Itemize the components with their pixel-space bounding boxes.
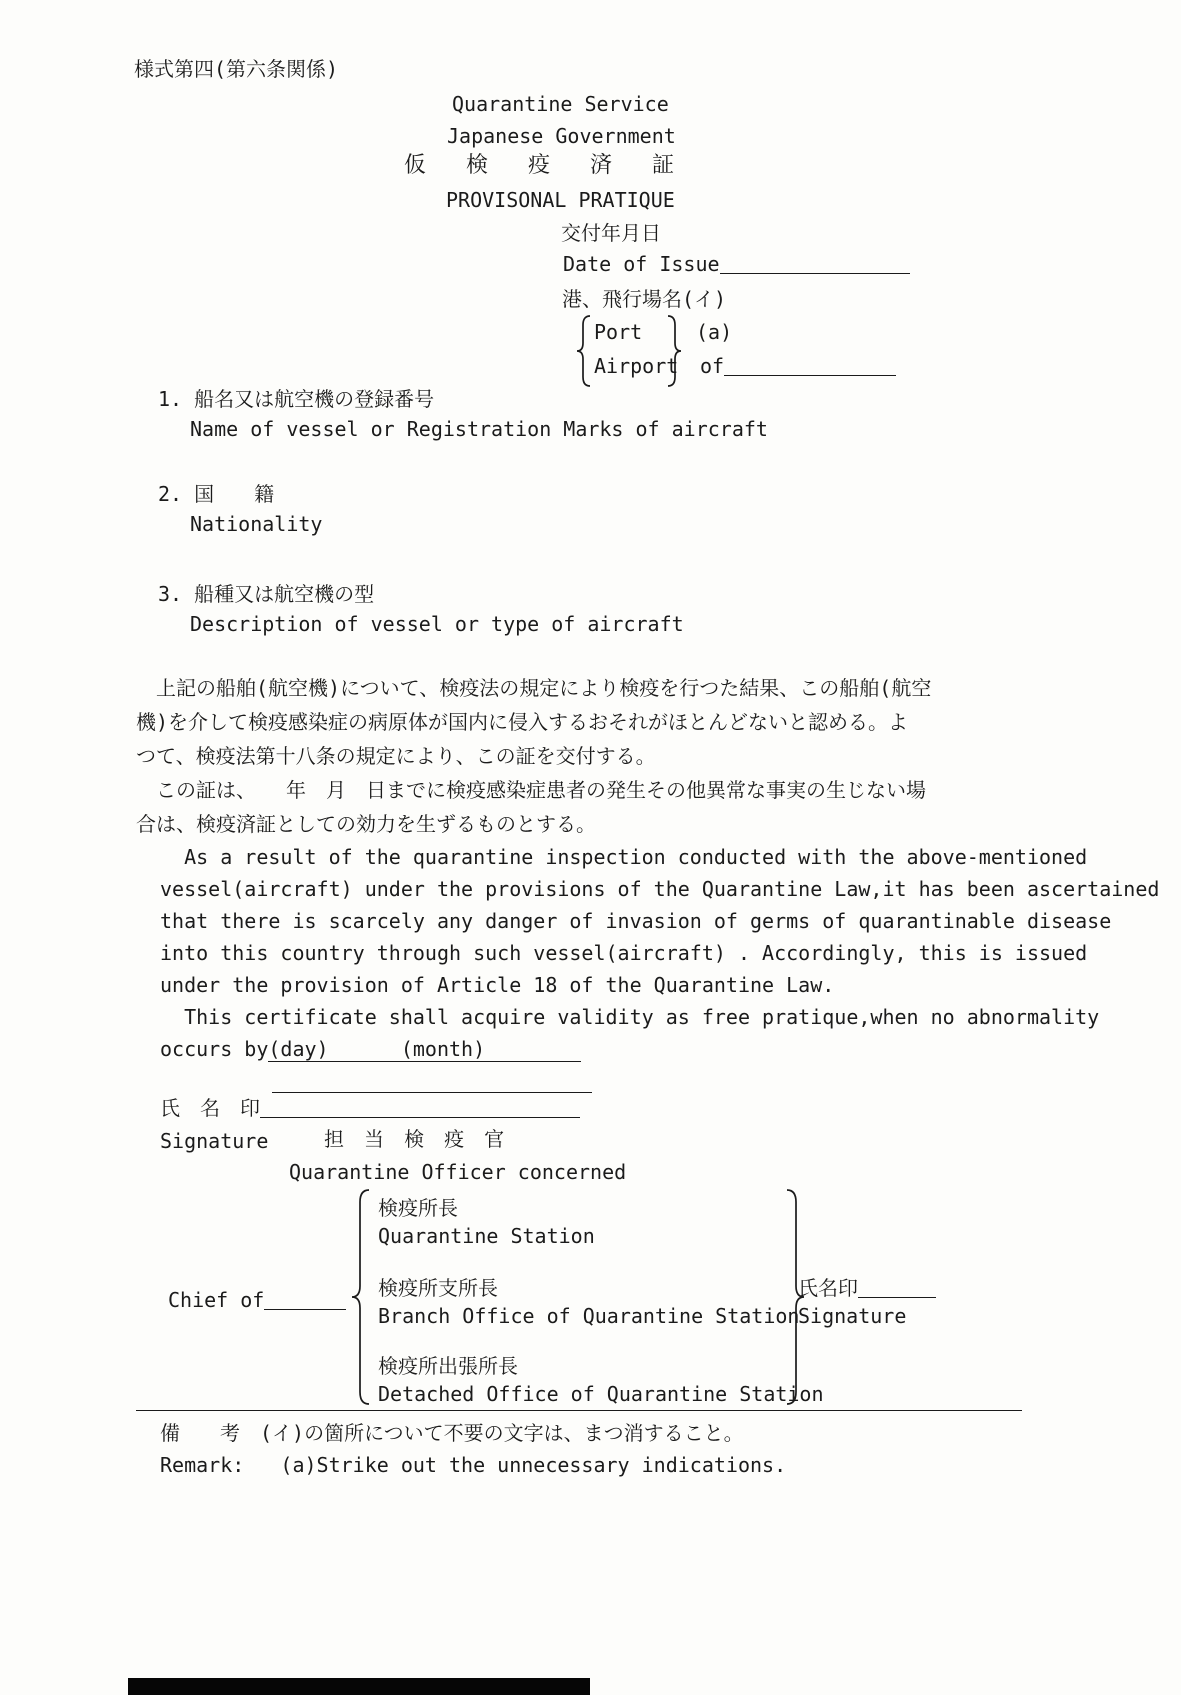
jp-body-line: 機)を介して検疫感染症の病原体が国内に侵入するおそれがほとんどないと認める。よ xyxy=(136,710,909,734)
occurs-by-label: occurs by xyxy=(160,1037,269,1061)
chief-option-1-en: Quarantine Station xyxy=(378,1224,595,1248)
scan-artifact-bar xyxy=(128,1678,590,1695)
item-1-jp: 1. 船名又は航空機の登録番号 xyxy=(158,387,435,411)
validity-line-2 xyxy=(160,1037,581,1062)
date-of-issue-row xyxy=(563,252,910,277)
en-body-line: vessel(aircraft) under the provisions of the Quarantine Law,it has been ascertained xyxy=(160,877,1160,901)
date-of-issue-blank-field xyxy=(720,254,910,274)
chief-option-2-jp: 検疫所支所長 xyxy=(378,1276,498,1300)
chief-options-brace-left-icon xyxy=(350,1188,372,1406)
date-of-issue-label-en: Date of Issue xyxy=(563,252,720,276)
en-body-line: that there is scarcely any danger of invasion of germs of quarantinable disease xyxy=(160,909,1112,933)
item-2-jp: 2. 国 籍 xyxy=(158,482,275,506)
place-name-label-jp: 港、飛行場名(イ) xyxy=(562,287,727,311)
name-seal-label: 氏 名 印 xyxy=(160,1096,260,1120)
signature-label: Signature xyxy=(160,1129,269,1153)
write-in-line xyxy=(272,1092,592,1093)
remark-en: Remark: (a)Strike out the unnecessary indications. xyxy=(160,1453,787,1477)
name-seal-blank-field xyxy=(260,1098,580,1118)
validity-line-1: This certificate shall acquire validity as free pratique,when no abnormality xyxy=(160,1005,1100,1029)
en-body-line: As a result of the quarantine inspection conducted with the above-mentioned xyxy=(160,845,1088,869)
jp-body-line: 上記の船舶(航空機)について、検疫法の規定により検疫を行つた結果、この船舶(航空 xyxy=(136,676,932,700)
chief-option-2-en: Branch Office of Quarantine Station xyxy=(378,1304,800,1328)
date-of-issue-label-jp: 交付年月日 xyxy=(561,221,661,245)
of-field-row xyxy=(700,354,896,379)
of-blank-field xyxy=(724,356,896,376)
japanese-government-line: Japanese Government xyxy=(447,124,676,148)
remark-divider xyxy=(136,1410,1022,1411)
remark-jp: 備 考 (イ)の箇所について不要の文字は、まつ消すること。 xyxy=(160,1421,744,1445)
en-body-line: under the provision of Article 18 of the Quarantine Law. xyxy=(160,973,835,997)
port-airport-brace-left-icon xyxy=(576,314,592,388)
chief-of-blank-field xyxy=(264,1290,346,1310)
jp-body-line: つて、検疫法第十八条の規定により、この証を交付する。 xyxy=(136,744,656,768)
port-airport-brace-right-icon xyxy=(666,314,682,388)
quarantine-officer-jp: 担 当 検 疫 官 xyxy=(324,1127,509,1151)
strike-mark-a: (a) xyxy=(696,320,733,344)
port-option: Port xyxy=(594,320,643,344)
en-body-line: into this country through such vessel(aircraft) . Accordingly, this is issued xyxy=(160,941,1088,965)
item-1-en: Name of vessel or Registration Marks of aircraft xyxy=(190,417,768,441)
title-english: PROVISONAL PRATIQUE xyxy=(446,188,675,212)
title-japanese: 仮 検 疫 済 証 xyxy=(404,153,684,178)
quarantine-service-line: Quarantine Service xyxy=(452,92,669,116)
chief-option-3-jp: 検疫所出張所長 xyxy=(378,1354,518,1378)
seal-label: 氏名印 xyxy=(798,1276,858,1300)
jp-body-line: この証は、 年 月 日までに検疫感染症患者の発生その他異常な事実の生じない場 xyxy=(136,778,926,802)
jp-body-line: 合は、検疫済証としての効力を生ずるものとする。 xyxy=(136,812,596,836)
seal-signature-row xyxy=(798,1276,936,1301)
chief-of-label: Chief of xyxy=(168,1288,265,1312)
of-label: of xyxy=(700,354,725,378)
quarantine-officer-en: Quarantine Officer concerned xyxy=(289,1160,627,1184)
item-3-jp: 3. 船種又は航空機の型 xyxy=(158,582,375,606)
chief-of-row xyxy=(168,1288,346,1313)
item-3-en: Description of vessel or type of aircraft xyxy=(190,612,684,636)
chief-option-3-en: Detached Office of Quarantine Station xyxy=(378,1382,824,1406)
chief-option-1-jp: 検疫所長 xyxy=(378,1196,458,1220)
chief-signature-label: Signature xyxy=(798,1304,907,1328)
item-2-en: Nationality xyxy=(190,512,323,536)
seal-blank-field xyxy=(858,1278,936,1298)
form-number-label: 様式第四(第六条関係) xyxy=(134,57,339,81)
airport-option: Airport xyxy=(594,354,679,378)
name-seal-row xyxy=(160,1096,580,1121)
day-month-blank-field: (day) (month) xyxy=(268,1037,582,1061)
